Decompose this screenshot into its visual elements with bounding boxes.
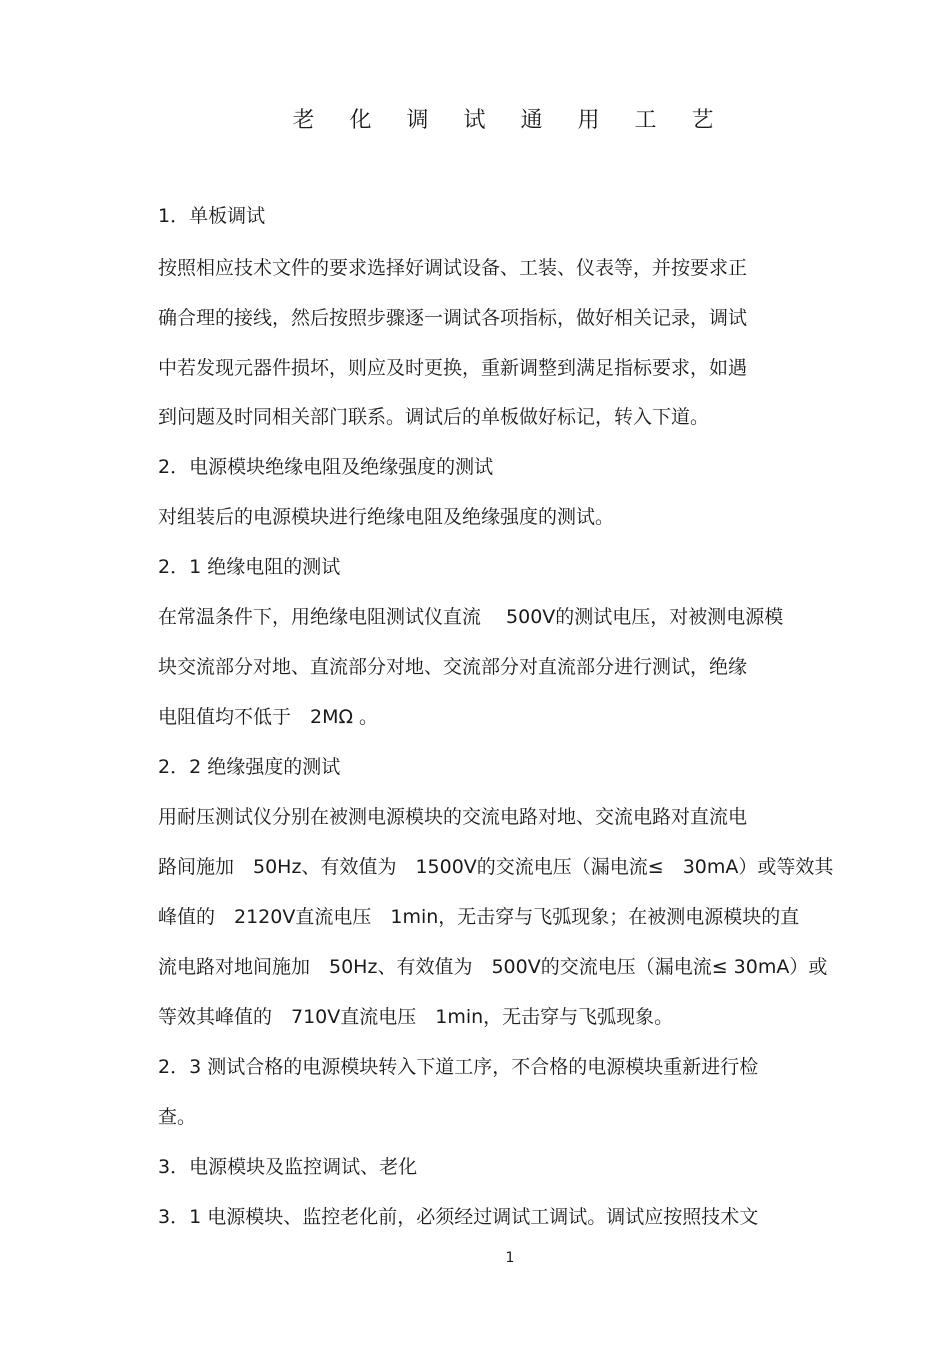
- page-number: 1: [505, 1250, 515, 1266]
- line-21: 3．1 电源模块、监控老化前，必须经过调试工调试。调试应按照技术文: [158, 1206, 759, 1228]
- line-17: 等效其峰值的 710V直流电压 1min，无击穿与飞弧现象。: [158, 1006, 674, 1028]
- line-14: 路间施加 50Hz、有效值为 1500V的交流电压（漏电流≤ 30mA）或等效其: [158, 856, 834, 878]
- line-2: 按照相应技术文件的要求选择好调试设备、工装、仪表等，并按要求正: [158, 257, 748, 279]
- line-9: 在常温条件下，用绝缘电阻测试仪直流 500V的测试电压，对被测电源模: [158, 606, 784, 628]
- line-4: 中若发现元器件损坏，则应及时更换，重新调整到满足指标要求，如遇: [158, 357, 748, 379]
- line-12: 2．2 绝缘强度的测试: [158, 756, 341, 778]
- line-3: 确合理的接线，然后按照步骤逐一调试各项指标，做好相关记录，调试: [158, 307, 748, 329]
- line-19: 查。: [158, 1106, 197, 1128]
- line-18: 2．3 测试合格的电源模块转入下道工序，不合格的电源模块重新进行检: [158, 1056, 759, 1078]
- line-6: 2．电源模块绝缘电阻及绝缘强度的测试: [158, 456, 494, 478]
- line-11: 电阻值均不低于 2MΩ 。: [158, 706, 379, 728]
- line-5: 到问题及时同相关部门联系。调试后的单板做好标记，转入下道。: [158, 406, 710, 428]
- document-title: 老 化 调 试 通 用 工 艺: [292, 108, 728, 133]
- line-16: 流电路对地间施加 50Hz、有效值为 500V的交流电压（漏电流≤ 30mA）或: [158, 956, 828, 978]
- line-15: 峰值的 2120V直流电压 1min，无击穿与飞弧现象；在被测电源模块的直: [158, 906, 800, 928]
- line-7: 对组装后的电源模块进行绝缘电阻及绝缘强度的测试。: [158, 506, 615, 528]
- line-13: 用耐压测试仪分别在被测电源模块的交流电路对地、交流电路对直流电: [158, 806, 748, 828]
- line-1: 1．单板调试: [158, 205, 266, 227]
- line-10: 块交流部分对地、直流部分对地、交流部分对直流部分进行测试，绝缘: [158, 656, 748, 678]
- line-8: 2．1 绝缘电阻的测试: [158, 556, 341, 578]
- line-20: 3．电源模块及监控调试、老化: [158, 1156, 418, 1178]
